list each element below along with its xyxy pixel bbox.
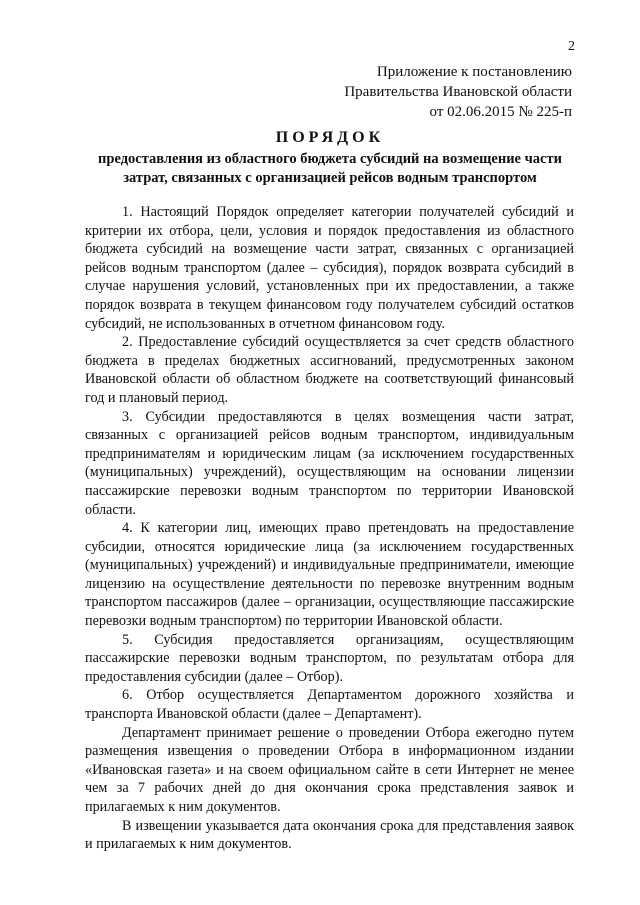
appendix-header	[242, 62, 572, 122]
paragraph-3: 3. Субсидии предоставляются в целях возмещения части затрат, связанных с организацией рейсов водным транспортом, индивидуальным предпринимателям и юридическим лицам (за исключением государственных (муниципальных) учреждений), осуществляющим на основании лицензии пассажирские перевозки водным транспортом по территории Ивановской области.	[85, 408, 574, 518]
document-subtitle: предоставления из областного бюджета субсидий на возмещение части затрат, связанных с организацией рейсов водным транспортом	[98, 151, 562, 186]
paragraph-7: Департамент принимает решение о проведении Отбора ежегодно путем размещения извещения о проведении Отбора в информационном издании «Ивановская газета» и на своем официальном сайте в сети Интернет не менее чем за 7 рабочих дней до дня окончания срока представления заявок и прилагаемых к ним документов.	[85, 724, 574, 815]
paragraph-5: 5. Субсидия предоставляется организациям, осуществляющим пассажирские перевозки водным транспортом, по результатам отбора для предоставления субсидии (далее – Отбор).	[85, 631, 574, 685]
paragraph-1: 1. Настоящий Порядок определяет категории получателей субсидий и критерии их отбора, цели, условия и порядок предоставления из областного бюджета субсидий на возмещение части затрат, связанных с организацией рейсов водным транспортом (далее – субсидия), порядок возврата субсидий в случае нарушения условий, установленных при их предоставлении, а также порядок возврата в текущем финансовом году получателем субсидий остатков субсидий, не использованных в отчетном финансовом году.	[85, 204, 574, 332]
paragraph-6: 6. Отбор осуществляется Департаментом дорожного хозяйства и транспорта Ивановской области (далее – Департамент).	[85, 687, 574, 723]
appendix-line-2: Правительства Ивановской области	[344, 84, 572, 100]
title-block	[80, 128, 580, 188]
page-number: 2	[568, 39, 575, 54]
paragraph-4: 4. К категории лиц, имеющих право претендовать на предоставление субсидии, относятся юридические лица (за исключением государственных (муниципальных) учреждений) и индивидуальные предприниматели, имеющие лицензию на осуществление деятельности по перевозке внутренним водным транспортом пассажиров (далее – организации, осуществляющие пассажирские перевозки водным транспортом) по территории Ивановской области.	[85, 520, 574, 630]
paragraph-8: В извещении указывается дата окончания срока для представления заявок и прилагаемых к ним документов.	[85, 817, 574, 853]
document-body	[85, 203, 574, 854]
document-title: ПОРЯДОК	[275, 129, 385, 146]
appendix-line-1: Приложение к постановлению	[376, 64, 572, 80]
appendix-line-3: от 02.06.2015 № 225-п	[429, 104, 572, 120]
paragraph-2: 2. Предоставление субсидий осуществляется за счет средств областного бюджета в пределах бюджетных ассигнований, предусмотренных законом Ивановской области об областном бюджете на соответствующий финансовый год и плановый период.	[85, 334, 574, 406]
